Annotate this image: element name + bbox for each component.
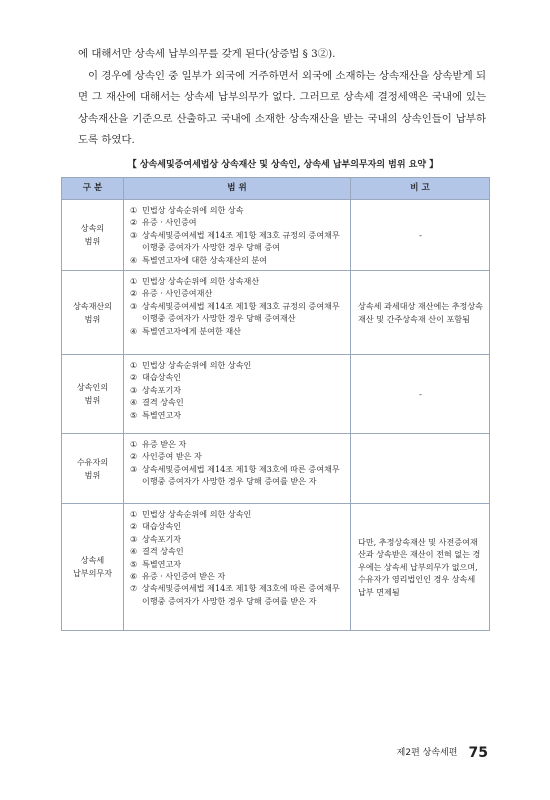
item-number: ⑤ [130, 409, 138, 420]
item-number: ① [130, 360, 138, 371]
row-remarks: 상속세 과세대상 재산에는 추정상속재산 및 간주상속재 산이 포함됨 [351, 271, 490, 355]
item-number: ① [130, 509, 138, 520]
row-remarks: - [351, 200, 490, 271]
category-line: 범위 [84, 236, 101, 247]
item-text: 상속세및증여세법 제14조 제1항 제3호 규정의 증여채무이행중 증여자가 사망한 경우 당해 증여 [142, 229, 340, 253]
scope-list [130, 204, 346, 266]
summary-table [61, 177, 490, 631]
scope-list [130, 275, 346, 337]
item-number: ① [130, 276, 138, 287]
item-number: ③ [130, 533, 138, 544]
scope-list [130, 508, 346, 607]
row-remarks [351, 434, 490, 504]
table-row [62, 200, 490, 271]
scope-item [130, 229, 346, 254]
table-row [62, 504, 490, 631]
scope-item [130, 254, 346, 266]
item-text: 상속세및증여세법 제14조 제1항 제3호 규정의 증여채무이행중 증여자가 사망한 경우 당해 증여재산 [142, 300, 340, 324]
category-line: 범위 [84, 469, 101, 480]
item-text: 상속세및증여세법 제14조 제1항 제3호에 따른 증여채무이행중 증여자가 사망한 경우 당해 증여를 받은 자 [142, 463, 340, 487]
category-line: 상속재산의 [72, 300, 113, 311]
item-text: 유증 · 사인증여재산 [142, 288, 213, 299]
scope-item [130, 396, 346, 408]
item-number: ② [130, 451, 138, 462]
item-number: ③ [130, 463, 138, 474]
item-text: 유증 · 사인증여 받은 자 [142, 571, 226, 582]
item-text: 상속포기자 [142, 384, 182, 395]
item-number: ① [130, 205, 138, 215]
body-text [78, 44, 486, 152]
item-number: ② [130, 288, 138, 299]
scope-item [130, 287, 346, 299]
scope-item [130, 520, 346, 532]
scope-item [130, 558, 346, 570]
row-category [62, 200, 124, 271]
footer-section: 제2편 상속세편 [396, 748, 458, 758]
item-number: ③ [130, 300, 138, 311]
scope-item [130, 325, 346, 337]
page-number: 75 [468, 745, 488, 761]
scope-item [130, 582, 346, 607]
row-category [62, 271, 124, 355]
item-number: ④ [130, 325, 138, 336]
page-footer [360, 742, 488, 761]
row-scope [124, 271, 351, 355]
row-scope [124, 504, 351, 631]
paragraph-1: 에 대해서만 상속세 납부의무를 갖게 된다(상증법 § 3②). [78, 48, 336, 60]
item-text: 상속포기자 [142, 533, 182, 544]
row-remarks: 다만, 추정상속재산 및 사전증여재산과 상속받은 재산이 전혀 없는 경우에는 상속세 납부의무가 없으며, 수유자가 영리법인인 경우 상속세 납부 면제됨 [351, 504, 490, 631]
item-text: 민법상 상속순위에 의한 상속인 [142, 360, 252, 371]
row-category [62, 355, 124, 434]
scope-item [130, 371, 346, 383]
scope-item [130, 463, 346, 488]
item-text: 결격 상속인 [142, 546, 184, 557]
item-number: ① [130, 439, 138, 450]
row-scope [124, 200, 351, 271]
item-number: ③ [130, 384, 138, 395]
header-scope: 범 위 [124, 178, 351, 200]
category-line: 상속세 [80, 555, 105, 566]
item-text: 특별연고자에게 분여한 재산 [142, 325, 241, 336]
scope-list [130, 359, 346, 421]
table-caption: 【 상속세및증여세법상 상속재산 및 상속인, 상속세 납부의무자의 범위 요약 】 [127, 160, 439, 170]
scope-item [130, 384, 346, 396]
category-line: 수유자의 [76, 456, 109, 467]
table-header-row [62, 178, 490, 200]
scope-item [130, 438, 346, 450]
item-text: 대습상속인 [142, 372, 182, 383]
row-scope [124, 434, 351, 504]
header-remarks: 비 고 [351, 178, 490, 200]
scope-item [130, 300, 346, 325]
scope-item [130, 275, 346, 287]
item-text: 특별연고자 [142, 558, 182, 569]
item-number: ⑦ [130, 583, 138, 594]
scope-item [130, 545, 346, 557]
item-text: 민법상 상속순위에 의한 상속 [142, 205, 244, 215]
table-row [62, 355, 490, 434]
category-line: 범위 [84, 395, 101, 406]
scope-item [130, 570, 346, 582]
category-line: 상속의 [80, 223, 105, 234]
category-line: 납부의무자 [72, 568, 113, 579]
item-text: 결격 상속인 [142, 397, 184, 408]
item-text: 민법상 상속순위에 의한 상속인 [142, 509, 252, 520]
table-row [62, 271, 490, 355]
item-number: ② [130, 372, 138, 383]
scope-item [130, 204, 346, 216]
paragraph-2: 이 경우에 상속인 중 일부가 외국에 거주하면서 외국에 소재하는 상속재산을 상속받게 되면 그 재산에 대해서는 상속세 납부의무가 없다. 그러므로 상속세 결정세액은 국내에 있는 상속재산을 기준으로 산출하고 국내에 소재한 상속재산을 받는 국내의 상속인들이 납부하도록 하였다. [78, 69, 486, 146]
item-text: 사인증여 받은 자 [142, 451, 202, 462]
item-number: ② [130, 521, 138, 532]
scope-item [130, 533, 346, 545]
row-category [62, 504, 124, 631]
item-number: ③ [130, 229, 138, 240]
scope-item [130, 409, 346, 421]
category-line: 범위 [84, 313, 101, 324]
item-number: ④ [130, 546, 138, 557]
scope-item [130, 359, 346, 371]
item-number: ④ [130, 254, 138, 265]
item-text: 특별연고자에 대한 상속재산의 분여 [142, 254, 267, 265]
item-text: 상속세및증여세법 제14조 제1항 제3호에 따른 증여채무이행중 증여자가 사망한 경우 당해 증여를 받은 자 [142, 583, 340, 606]
scope-item [130, 216, 346, 228]
item-text: 대습상속인 [142, 521, 182, 532]
scope-item [130, 450, 346, 462]
scope-item [130, 508, 346, 520]
item-number: ② [130, 217, 138, 228]
category-line: 상속인의 [76, 382, 109, 393]
item-text: 유증 받은 자 [142, 439, 187, 450]
item-number: ⑤ [130, 558, 138, 569]
row-remarks: - [351, 355, 490, 434]
header-category: 구 분 [62, 178, 124, 200]
item-number: ⑥ [130, 571, 138, 582]
item-text: 민법상 상속순위에 의한 상속재산 [142, 276, 260, 287]
item-number: ④ [130, 397, 138, 408]
row-category [62, 434, 124, 504]
table-row [62, 434, 490, 504]
item-text: 특별연고자 [142, 409, 182, 420]
item-text: 유증 · 사인증여 [142, 217, 197, 228]
scope-list [130, 438, 346, 488]
row-scope [124, 355, 351, 434]
